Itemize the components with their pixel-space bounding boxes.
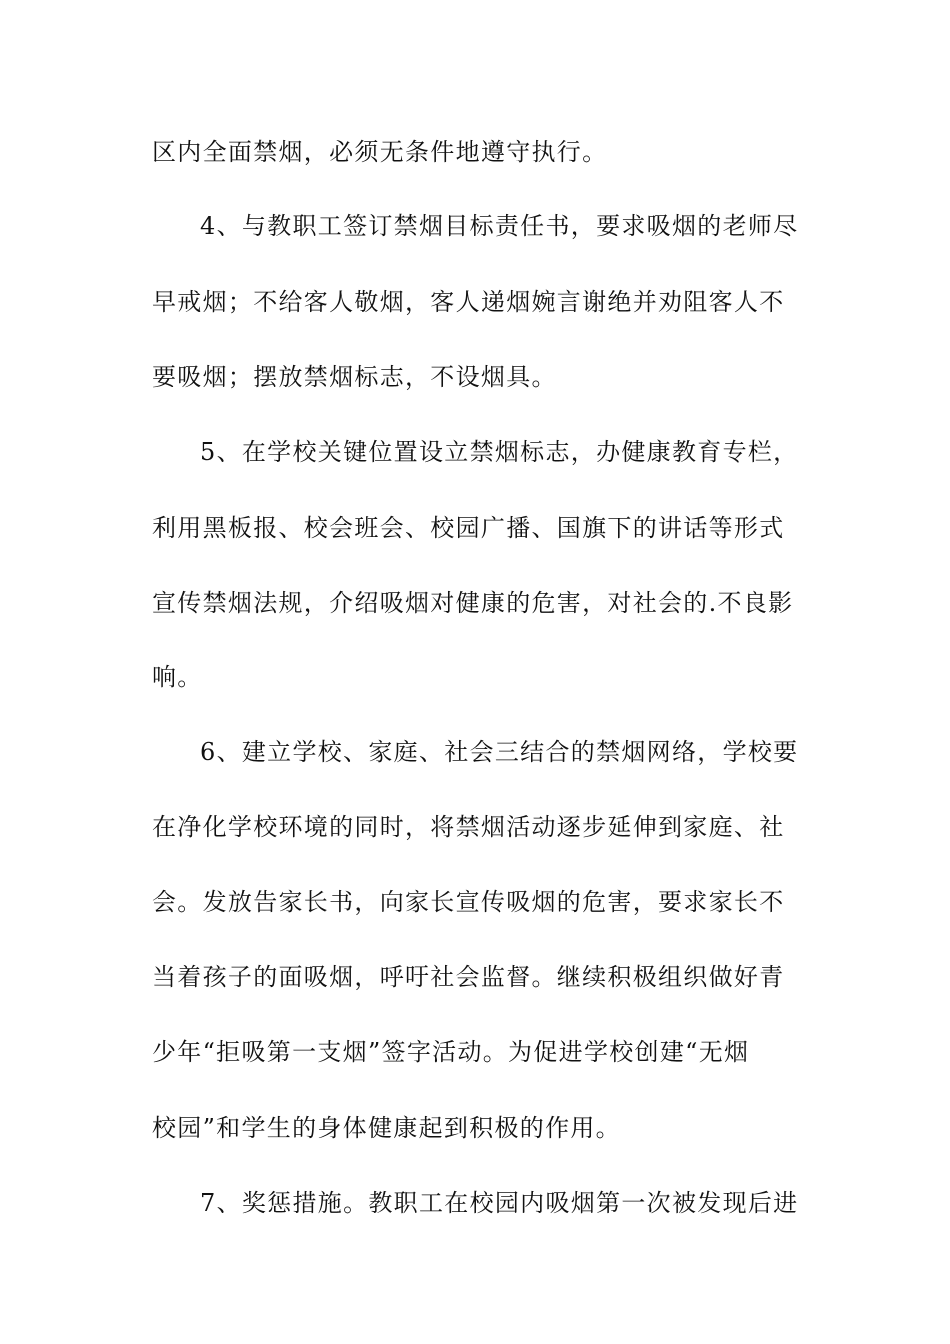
text-line: 校园”和学生的身体健康起到积极的作用。 <box>152 1114 621 1142</box>
text-line: 在净化学校环境的同时，将禁烟活动逐步延伸到家庭、社 <box>152 813 785 841</box>
text-line: 响。 <box>152 663 203 691</box>
text-line: 区内全面禁烟，必须无条件地遵守执行。 <box>152 138 608 166</box>
text-line: 当着孩子的面吸烟，呼吁社会监督。继续积极组织做好青 <box>152 963 785 991</box>
paragraph-line: 5、在学校关键位置设立禁烟标志，办健康教育专栏， <box>200 438 799 466</box>
text-line: 要吸烟；摆放禁烟标志，不设烟具。 <box>152 363 557 391</box>
text-line: 少年“拒吸第一支烟”签字活动。为促进学校创建“无烟 <box>152 1038 750 1066</box>
paragraph-line: 4、与教职工签订禁烟目标责任书，要求吸烟的老师尽 <box>200 212 799 240</box>
paragraph-line: 7、奖惩措施。教职工在校园内吸烟第一次被发现后进 <box>200 1189 799 1217</box>
paragraph-line: 6、建立学校、家庭、社会三结合的禁烟网络，学校要 <box>200 738 799 766</box>
text-line: 利用黑板报、校会班会、校园广播、国旗下的讲话等形式 <box>152 514 785 542</box>
text-line: 早戒烟；不给客人敬烟，客人递烟婉言谢绝并劝阻客人不 <box>152 288 785 316</box>
text-line: 宣传禁烟法规，介绍吸烟对健康的危害，对社会的.不良影 <box>152 589 794 617</box>
text-line: 会。发放告家长书，向家长宣传吸烟的危害，要求家长不 <box>152 888 785 916</box>
